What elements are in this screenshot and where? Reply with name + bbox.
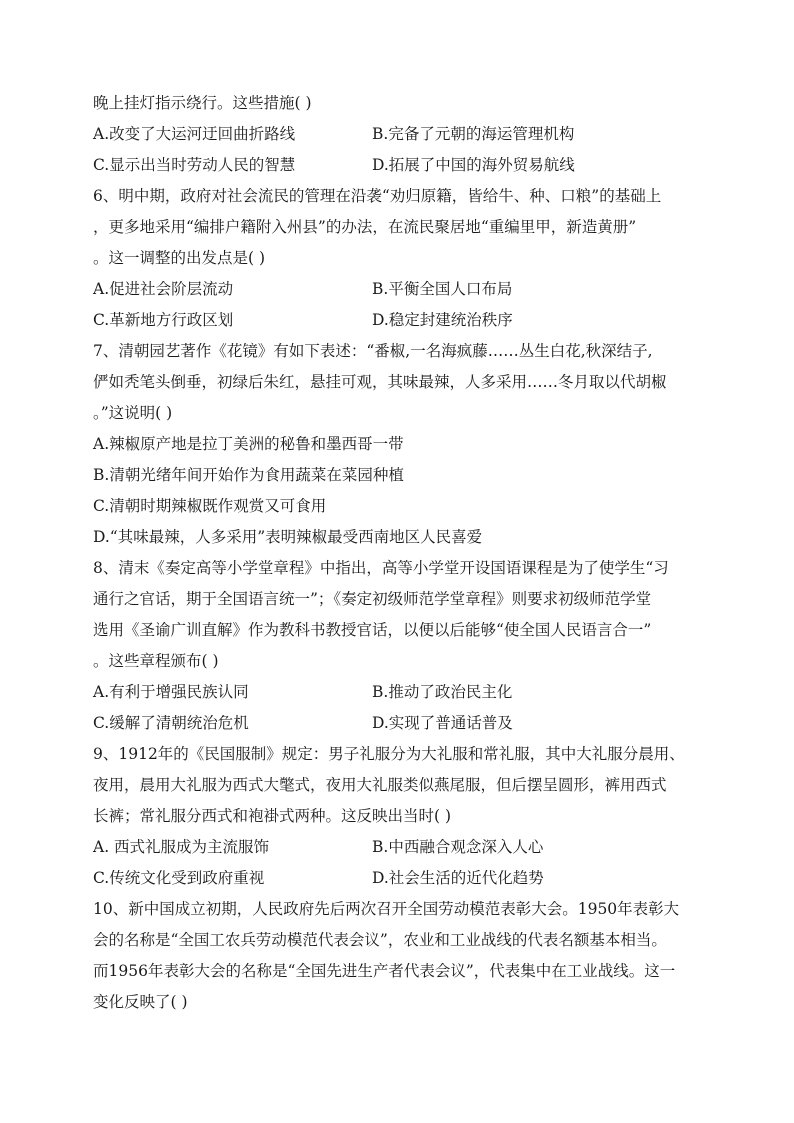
- question-5-stem-tail: 晚上挂灯指示绕行。这些措施( ): [93, 94, 312, 112]
- question-9-options-row-1: [93, 832, 705, 863]
- question-9-option-a[interactable]: A. 西式礼服成为主流服饰: [93, 838, 270, 856]
- question-5-option-d[interactable]: D.拓展了中国的海外贸易航线: [372, 156, 575, 174]
- question-10-stem-line: 而1956年表彰大会的名称是“全国先进生产者代表会议”，代表集中在工业战线。这一: [93, 962, 676, 980]
- question-8-stem-line: 选用《圣谕广训直解》作为教科书教授官话，以便以后能够“使全国人民语言合一”: [93, 621, 652, 639]
- question-5-option-c[interactable]: C.显示出当时劳动人民的智慧: [93, 156, 296, 174]
- question-6-options-row-2: [93, 305, 705, 336]
- question-10-stem-line: 变化反映了( ): [93, 993, 188, 1011]
- question-7-option-a[interactable]: A.辣椒原产地是拉丁美洲的秘鲁和墨西哥一带: [93, 435, 404, 453]
- question-9-stem-line: 夜用，晨用大礼服为西式大氅式，夜用大礼服类似燕尾服，但后摆呈圆形，裤用西式: [93, 776, 667, 794]
- question-5-option-a[interactable]: A.改变了大运河迂回曲折路线: [93, 125, 296, 143]
- question-8-options-row-1: [93, 677, 705, 708]
- question-9: [93, 739, 705, 894]
- question-10: [93, 894, 705, 1018]
- question-6-option-a[interactable]: A.促进社会阶层流动: [93, 280, 234, 298]
- question-10-stem-line: 10、新中国成立初期，人民政府先后两次召开全国劳动模范表彰大会。1950年表彰大: [93, 900, 680, 918]
- question-8-option-a[interactable]: A.有利于增强民族认同: [93, 683, 249, 701]
- question-8: [93, 553, 705, 739]
- question-7-option-b[interactable]: B.清朝光绪年间开始作为食用蔬菜在菜园种植: [93, 466, 404, 484]
- question-8-option-b[interactable]: B.推动了政治民主化: [372, 683, 513, 701]
- question-9-option-d[interactable]: D.社会生活的近代化趋势: [372, 869, 544, 887]
- question-8-stem-line: 8、清末《奏定高等小学堂章程》中指出，高等小学堂开设国语课程是为了使学生“习: [93, 559, 669, 577]
- question-6-option-b[interactable]: B.平衡全国人口布局: [372, 280, 513, 298]
- question-6-options-row-1: [93, 274, 705, 305]
- question-7-option-d[interactable]: D.“其味最辣，人多采用”表明辣椒最受西南地区人民喜爱: [93, 528, 483, 546]
- question-9-stem-line: 长裤；常礼服分西式和袍褂式两种。这反映出当时( ): [93, 807, 452, 825]
- question-7-stem-line: 俨如秃笔头倒垂，初绿后朱红，悬挂可观，其味最辣，人多采用……冬月取以代胡椒: [93, 373, 667, 391]
- question-7-stem-line: 7、清朝园艺著作《花镜》有如下表述：“番椒,一名海疯藤……丛生白花,秋深结子,: [93, 342, 653, 360]
- question-6-stem-line: ，更多地采用“编排户籍附入州县”的办法，在流民聚居地“重编里甲，新造黄册”: [93, 218, 637, 236]
- question-8-option-c[interactable]: C.缓解了清朝统治危机: [93, 714, 249, 732]
- question-5-options-row-1: [93, 119, 705, 150]
- question-9-stem-line: 9、1912年的《民国服制》规定：男子礼服分为大礼服和常礼服，其中大礼服分晨用、: [93, 745, 685, 763]
- question-6-option-c[interactable]: C.革新地方行政区划: [93, 311, 234, 329]
- question-5-options-row-2: [93, 150, 705, 181]
- question-6: [93, 181, 705, 336]
- question-8-options-row-2: [93, 708, 705, 739]
- question-7-stem-line: 。”这说明( ): [93, 404, 173, 422]
- question-5-option-b[interactable]: B.完备了元朝的海运管理机构: [372, 125, 575, 143]
- question-7-option-c[interactable]: C.清朝时期辣椒既作观赏又可食用: [93, 497, 327, 515]
- question-9-options-row-2: [93, 863, 705, 894]
- question-7: [93, 336, 705, 553]
- exam-page: [93, 88, 705, 1018]
- question-8-option-d[interactable]: D.实现了普通话普及: [372, 714, 513, 732]
- question-6-stem-line: 。这一调整的出发点是( ): [93, 249, 266, 267]
- question-9-option-b[interactable]: B.中西融合观念深入人心: [372, 838, 544, 856]
- question-10-stem-line: 会的名称是“全国工农兵劳动模范代表会议”，农业和工业战线的代表名额基本相当。: [93, 931, 667, 949]
- question-6-stem-line: 6、明中期，政府对社会流民的管理在沿袭“劝归原籍，皆给牛、种、口粮”的基础上: [93, 187, 662, 205]
- question-8-stem-line: 通行之官话，期于全国语言统一”；《奏定初级师范学堂章程》则要求初级师范学堂: [93, 590, 652, 608]
- question-8-stem-line: 。这些章程颁布( ): [93, 652, 219, 670]
- question-6-option-d[interactable]: D.稳定封建统治秩序: [372, 311, 513, 329]
- question-9-option-c[interactable]: C.传统文化受到政府重视: [93, 869, 265, 887]
